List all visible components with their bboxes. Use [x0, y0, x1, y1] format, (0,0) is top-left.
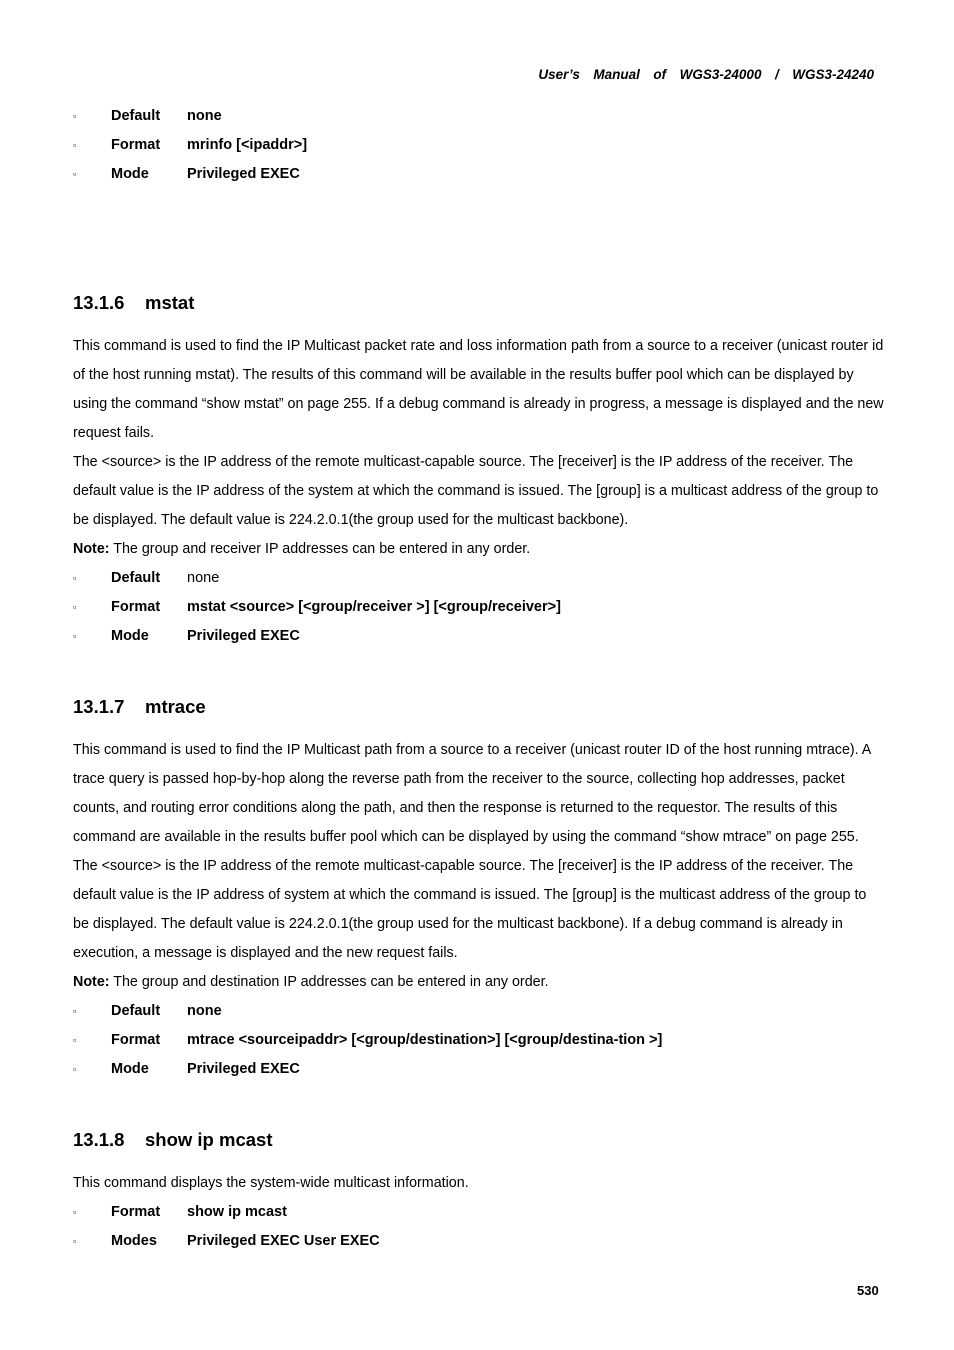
property-row [73, 1198, 885, 1227]
property-row [73, 1055, 885, 1084]
property-row [73, 131, 885, 160]
section-heading [73, 692, 885, 722]
square-bullet-icon: ▫ [73, 169, 77, 179]
body-paragraph: The <source> is the IP address of the remote multicast-capable source. The [receiver] is the IP address of the receiver. The default value is the IP address of system at which the command is issued. The [group] is the multicast address of the group to be displayed. The default value is 224.2.0.1(the group used for the multicast backbone). If a debug command is already in execution, a message is displayed and the new request fails. [73, 858, 867, 961]
property-key: Mode [111, 166, 149, 182]
section-number: 13.1.7 [73, 696, 125, 717]
property-key: Mode [111, 1061, 149, 1077]
property-value: Privileged EXEC User EXEC [187, 1233, 380, 1249]
running-header: User’s Manual of WGS3-24000 / WGS3-24240 [538, 67, 874, 82]
page-number: 530 [857, 1283, 879, 1298]
property-key: Default [111, 1003, 161, 1019]
property-key: Format [111, 137, 161, 153]
square-bullet-icon: ▫ [73, 1207, 77, 1217]
square-bullet-icon: ▫ [73, 631, 77, 641]
body-paragraph: This command is used to find the IP Multicast path from a source to a receiver (unicast router ID of the host running mtrace). A trace query is passed hop-by-hop along the reverse path from the receiver to the source, collecting hop addresses, packet counts, and routing error conditions along the path, and then the response is returned to the requestor. The results of this command are available in the results buffer pool which can be displayed by using the command “show mtrace” on page 255. [73, 742, 871, 845]
section-mstat [73, 288, 885, 318]
square-bullet-icon: ▫ [73, 602, 77, 612]
property-key: Mode [111, 628, 149, 644]
property-key: Default [111, 108, 161, 124]
mstat-body [73, 332, 885, 651]
property-key: Modes [111, 1233, 157, 1249]
property-key: Format [111, 1204, 161, 1220]
property-value: mstat <source> [<group/receiver >] [<group/receiver>] [187, 599, 561, 615]
section-heading [73, 1125, 885, 1155]
property-value: Privileged EXEC [187, 1061, 300, 1077]
square-bullet-icon: ▫ [73, 140, 77, 150]
note-label: Note: [73, 541, 110, 557]
property-value: none [187, 1003, 222, 1019]
property-value: mrinfo [<ipaddr>] [187, 137, 308, 153]
square-bullet-icon: ▫ [73, 111, 77, 121]
note-paragraph [73, 968, 885, 997]
property-value: Privileged EXEC [187, 166, 300, 182]
square-bullet-icon: ▫ [73, 1064, 77, 1074]
property-row [73, 102, 885, 131]
property-row [73, 997, 885, 1026]
property-row [73, 593, 885, 622]
property-value: none [187, 108, 222, 124]
property-row [73, 564, 885, 593]
property-row [73, 1227, 885, 1256]
section-number: 13.1.8 [73, 1129, 125, 1150]
property-value: mtrace <sourceipaddr> [<group/destination>] [<group/destina-tion >] [187, 1032, 663, 1048]
body-paragraph: This command displays the system-wide multicast information. [73, 1175, 469, 1191]
square-bullet-icon: ▫ [73, 1236, 77, 1246]
body-paragraph: The <source> is the IP address of the remote multicast-capable source. The [receiver] is the IP address of the receiver. The default value is the IP address of the system at which the command is issued. The [group] is a multicast address of the group to be displayed. The default value is 224.2.0.1(the group used for the multicast backbone). [73, 454, 879, 528]
note-text: The group and receiver IP addresses can be entered in any order. [109, 541, 531, 557]
property-value: show ip mcast [187, 1204, 287, 1220]
section-mtrace [73, 692, 885, 722]
note-paragraph [73, 535, 885, 564]
show-ip-mcast-body [73, 1169, 885, 1256]
property-row [73, 160, 885, 189]
section-title: mtrace [145, 696, 206, 717]
section-title: show ip mcast [145, 1129, 273, 1150]
section-show-ip-mcast [73, 1125, 885, 1155]
property-key: Default [111, 570, 161, 586]
property-key: Format [111, 599, 161, 615]
note-text: The group and destination IP addresses can be entered in any order. [109, 974, 549, 990]
property-row [73, 622, 885, 651]
mtrace-body [73, 736, 885, 1084]
property-key: Format [111, 1032, 161, 1048]
property-value: Privileged EXEC [187, 628, 300, 644]
body-paragraph: This command is used to find the IP Multicast packet rate and loss information path from a source to a receiver (unicast router id of the host running mstat). The results of this command will be available in the results buffer pool which can be displayed by using the command “show mstat” on page 255. If a debug command is already in progress, a message is displayed and the new request fails. [73, 338, 884, 441]
square-bullet-icon: ▫ [73, 1035, 77, 1045]
property-row [73, 1026, 885, 1055]
square-bullet-icon: ▫ [73, 573, 77, 583]
note-label: Note: [73, 974, 110, 990]
section-title: mstat [145, 292, 195, 313]
section-number: 13.1.6 [73, 292, 125, 313]
mrinfo-properties [73, 102, 885, 189]
property-value: none [187, 570, 220, 586]
square-bullet-icon: ▫ [73, 1006, 77, 1016]
section-heading [73, 288, 885, 318]
